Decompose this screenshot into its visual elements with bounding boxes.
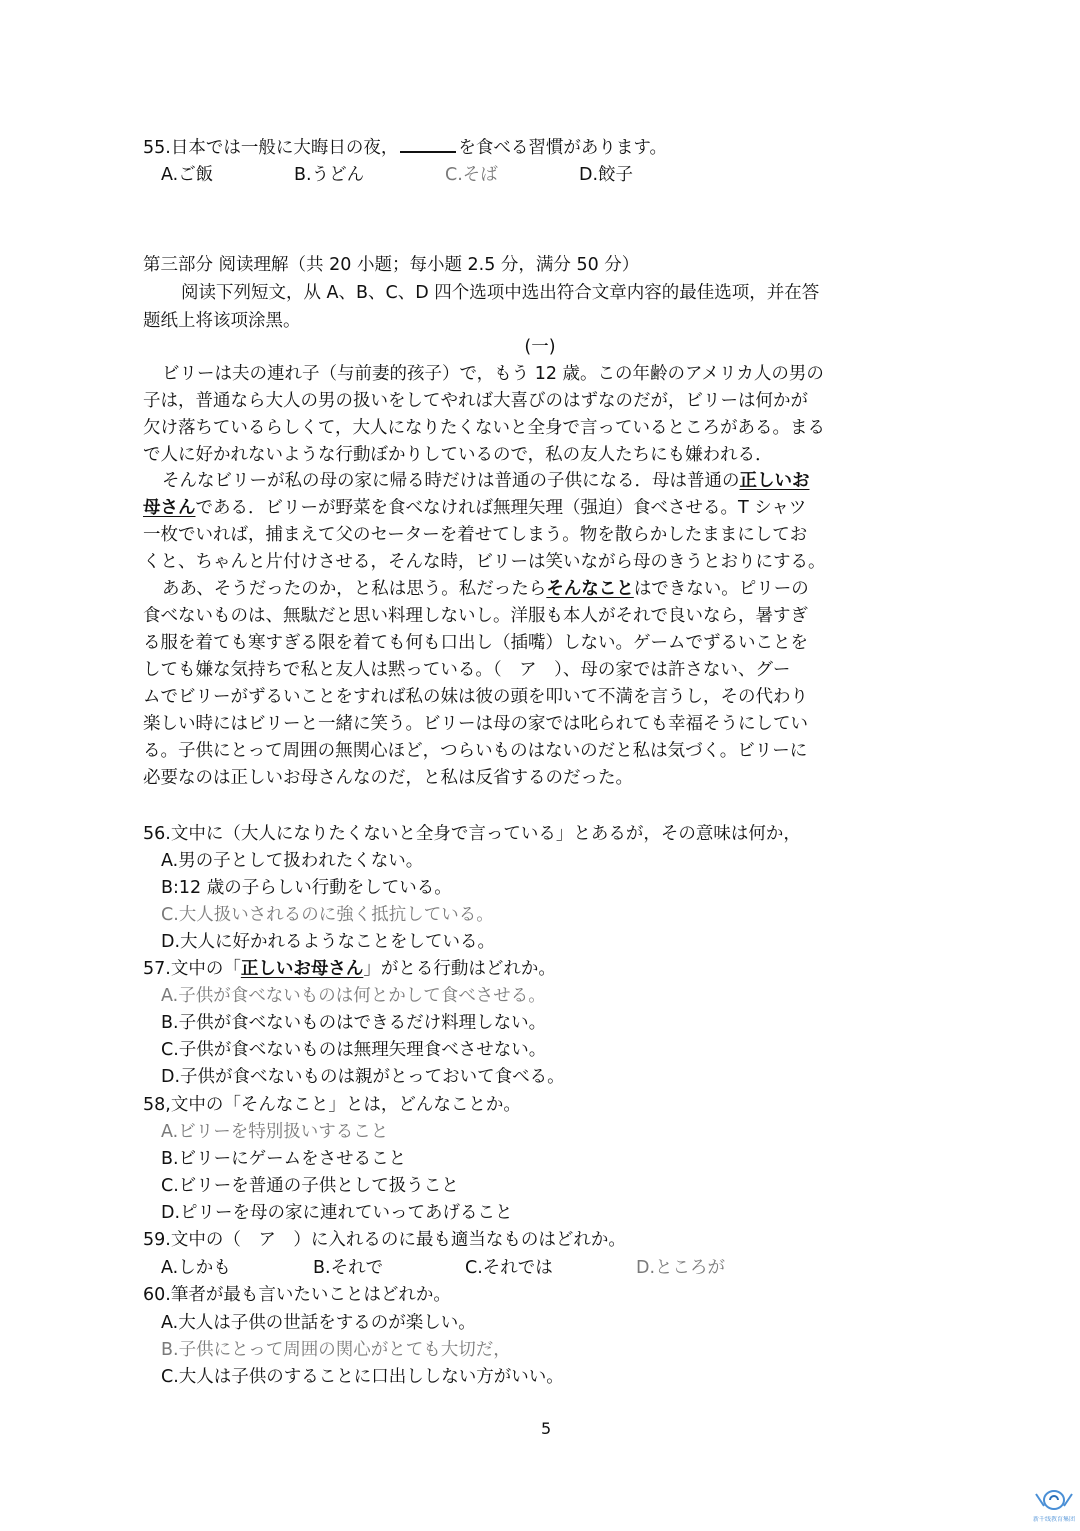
q55-option-d: D.餃子	[579, 165, 634, 185]
q60-option-b: B.子供にとって周囲の関心がとても大切だ，	[161, 1340, 511, 1360]
q57-option-a: A.子供が食べないものは何とかして食べさせる。	[161, 986, 546, 1006]
q56-option-a: A.男の子として扱われたくない。	[161, 851, 424, 871]
q60-stem: 60.筆者が最も言いたいことはどれか。	[143, 1285, 451, 1305]
q59-stem: 59.文中の（ ア ）に入れるのに最も適当なものはどれか。	[143, 1230, 626, 1250]
q55-option-a: A.ご飯	[161, 165, 214, 185]
passage-line: ビリーは夫の連れ子（与前妻的孩子）で，もう 12 歳。この年齢のアメリカ人の男の	[162, 364, 824, 384]
q60-option-a: A.大人は子供の世話をするのが楽しい。	[161, 1313, 476, 1333]
q60-option-c: C.大人は子供のすることに口出ししない方がいい。	[161, 1367, 564, 1387]
logo-caption: 新千线教育集团	[1032, 1516, 1075, 1523]
passage-line: 一枚でいれば，捕まえて父のセーターを着せてしまう。物を散らかしたままにしてお	[143, 525, 808, 545]
section-instruction-2: 题纸上将该项涂黑。	[143, 311, 301, 331]
passage-line: る。子供にとって周囲の無関心ほど，つらいものはないのだと私は気づく。ビリーに	[143, 741, 808, 761]
underlined-phrase: 正しいお	[739, 471, 810, 491]
q57-option-c: C.子供が食べないものは無理矢理食べさせない。	[161, 1040, 547, 1060]
q59-option-d: D.ところが	[636, 1258, 726, 1278]
q55-stem: 55.日本では一般に大晦日の夜， を食べる習慣があります。	[143, 138, 667, 158]
section-instruction-1: 阅读下列短文，从 A、B、C、D 四个选项中选出符合文章内容的最佳选项，并在答	[181, 283, 820, 303]
underlined-phrase: そんなこと	[546, 579, 634, 599]
passage-line: ああ、そうだったのか，と私は思う。私だったらそんなことはできない。ピリーの	[162, 579, 809, 599]
q58-option-c: C.ビリーを普通の子供として扱うこと	[161, 1176, 459, 1196]
passage-line: ムでビリーがずるいことをすれば私の妹は彼の頭を叩いて不満を言うし，その代わり	[143, 687, 808, 707]
q58-option-d: D.ピリーを母の家に連れていってあげること	[161, 1203, 513, 1223]
passage-line: 母さんである．ビリーが野菜を食べなければ無理矢理（强迫）食べさせる。T シャツ	[143, 498, 807, 518]
q57-option-d: D.子供が食べないものは親がとっておいて食べる。	[161, 1067, 565, 1087]
q56-option-b: B:12 歳の子らしい行動をしている。	[161, 878, 452, 898]
q56-option-d: D.大人に好かれるようなことをしている。	[161, 932, 496, 952]
underlined-phrase: 正しいお母さん	[240, 959, 364, 979]
page-number: 5	[541, 1419, 552, 1438]
passage-line: そんなビリーが私の母の家に帰る時だけは普通の子供になる．母は普通の正しいお	[162, 471, 810, 491]
passage-line: 食べないものは、無駄だと思い料理しないし。洋服も本人がそれで良いなら，暑すぎ	[143, 606, 808, 626]
q57-option-b: B.子供が食べないものはできるだけ料理しない。	[161, 1013, 547, 1033]
q55-option-b: B.うどん	[294, 165, 365, 185]
passage-line: 欠け落ちているらしくて，大人になりたくないと全身で言っているところがある。まる	[143, 418, 825, 438]
passage-line: 必要なのは正しいお母さんなのだ，と私は反省するのだった。	[143, 768, 633, 788]
q57-stem: 57.文中の「正しいお母さん」がとる行動はどれか。	[143, 959, 556, 979]
q55-option-c: C.そば	[445, 165, 498, 185]
answer-blank	[400, 137, 456, 153]
publisher-logo-icon	[1030, 1486, 1078, 1526]
passage-line: る服を着ても寒すぎる限を着ても何も口出し（插嘴）しない。ゲームでずるいことを	[143, 633, 808, 653]
q58-option-b: B.ビリーにゲームをさせること	[161, 1149, 407, 1169]
passage-line: 子は，普通なら大人の男の扱いをしてやれば大喜びのはずなのだが，ビリーは何かが	[143, 391, 808, 411]
q58-stem: 58,文中の「そんなこと」とは，どんなことか。	[143, 1095, 521, 1115]
passage-line: 楽しい時にはビリーと一緒に笑う。ビリーは母の家では叱られても幸福そうにしてい	[143, 714, 808, 734]
q59-option-c: C.それでは	[465, 1258, 553, 1278]
passage-number: (一)	[524, 337, 556, 357]
section-title: 第三部分 阅读理解（共 20 小题；每小题 2.5 分，满分 50 分）	[143, 255, 640, 275]
underlined-phrase: 母さん	[143, 498, 196, 518]
q59-option-b: B.それで	[313, 1258, 384, 1278]
passage-line: で人に好かれないような行動ぼかりしているので，私の友人たちにも嫌われる．	[143, 445, 773, 465]
passage-line: しても嫌な気持ちで私と友人は黙っている。（ ア ）、母の家では許さない、グー	[143, 660, 791, 680]
q59-option-a: A.しかも	[161, 1258, 231, 1278]
q58-option-a: A.ビリーを特別扱いすること	[161, 1122, 389, 1142]
q56-option-c: C.大人扱いされるのに強く抵抗している。	[161, 905, 494, 925]
passage-line: くと、ちゃんと片付けさせる，そんな時，ビリーは笑いながら母のきうとおりにする。	[143, 552, 826, 572]
q56-stem: 56.文中に（大人になりたくないと全身で言っている」とあるが，その意味は何か，	[143, 824, 801, 844]
